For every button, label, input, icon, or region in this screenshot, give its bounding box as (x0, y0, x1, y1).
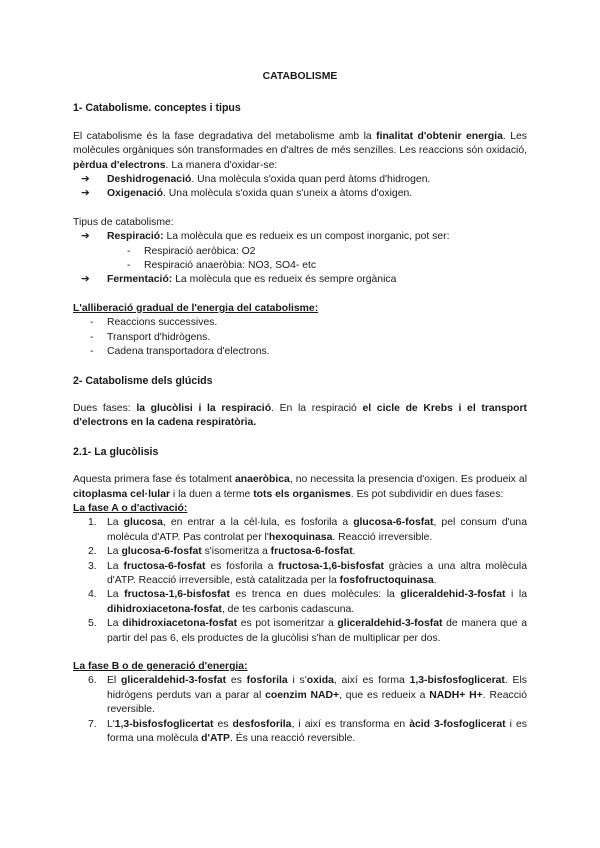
catabolism-types-list (73, 230, 527, 244)
list-item: - Cadena transportadora d'electrons. (90, 346, 270, 358)
gradual-heading: L'alliberació gradual de l'energia del catabolisme: (73, 302, 319, 314)
phase-a-heading: La fase A o d'activació: (73, 502, 188, 514)
list-item: 3. La fructosa-6-fosfat es fosforila a fructosa-1,6-bisfosfat gràcies a una altra molècula d'ATP. Reacció irreversible, està catalitzada per la fosfofructoquinasa. (88, 560, 527, 586)
list-item: ➔ Deshidrogenació. Una molècula s'oxida quan perd àtoms d'hidrogen. (73, 173, 527, 187)
types-label: Tipus de catabolisme: (73, 216, 174, 228)
section-2-heading: 2- Catabolisme dels glúcids (73, 374, 213, 387)
list-item: ➔ Fermentació: La molècula que es redueix és sempre orgànica (73, 273, 527, 287)
phase-b-heading: La fase B o de generació d'energia: (73, 661, 248, 672)
list-item: - Reaccions successives. (90, 317, 218, 329)
list-item: ➔ Respiració: La molècula que es redueix es un compost inorganic, pot ser: (73, 230, 527, 244)
phase-a-steps (73, 516, 527, 646)
list-item: 2. La glucosa-6-fosfat s'isomeritza a fructosa-6-fosfat. (88, 546, 356, 558)
list-item: 6. El gliceraldehid-3-fosfat es fosforila i s'oxida, així es forma 1,3-bisfosfoglicerat. Els hidrògens perduts van a parar al coenzim NAD+, que es redueix a NADH+ H+. Reacció reversible. (88, 675, 527, 716)
arrow-icon: ➔ (81, 174, 90, 186)
section-2-1-heading: 2.1- La glucòlisis (73, 445, 159, 458)
arrow-icon: ➔ (81, 274, 90, 286)
respiration-sublist (73, 245, 527, 274)
list-item: 1. La glucosa, en entrar a la cèl·lula, es fosforila a glucosa-6-fosfat, pel consum d'una molècula d'ATP. Pas controlat per l'hexoquinasa. Reacció irreversible. (88, 517, 527, 543)
list-item: - Respiració aeròbica: O2 (127, 245, 256, 257)
oxidation-list (73, 173, 527, 202)
document-title: CATABOLISME (262, 71, 338, 82)
list-item: - Respiració anaeròbia: NO3, SO4- etc (127, 260, 317, 272)
list-item: ➔ Oxigenació. Una molècula s'oxida quan s'uneix a àtoms d'oxigen. (73, 187, 527, 201)
document-page (73, 70, 527, 746)
list-item: 5. La dihidroxiacetona-fosfat es pot isomeritzar a gliceraldehid-3-fosfat de manera que a partir del pas 6, els productes de la glucòlisi s'han de multiplicar per dos. (88, 618, 527, 644)
section-2-paragraph: Dues fases: la glucòlisi i la respiració. En la respiració el cicle de Krebs i el transport d'electrons en la cadena respiratòria. (73, 402, 527, 429)
phase-b-steps (73, 674, 527, 746)
section-2-1-paragraph: Aquesta primera fase és totalment anaeròbica, no necessita la presencia d'oxigen. Es produeix al citoplasma cel·lular i la duen a terme tots els organismes. Es pot subdividir en dues fases: (73, 474, 527, 500)
list-item: - Transport d'hidrògens. (90, 331, 211, 343)
list-item: 4. La fructosa-1,6-bisfosfat es trenca en dues molècules: la gliceraldehid-3-fosfat i la dihidroxiacetona-fosfat, de tes carbonis cadascuna. (88, 589, 528, 615)
arrow-icon: ➔ (81, 188, 90, 200)
section-1-intro: El catabolisme és la fase degradativa del metabolisme amb la finalitat d'obtenir energia. Les molècules orgàniques són transformades en d'altres de més senzilles. Les reaccions són oxidació, pèrdua d'electrons. La manera d'oxidar-se: (73, 130, 527, 171)
arrow-icon: ➔ (81, 231, 90, 243)
section-1-heading: 1- Catabolisme. conceptes i tipus (73, 102, 241, 115)
gradual-list (73, 316, 527, 359)
list-item: 7. L'1,3-bisfosfoglicertat es desfosforila, i així es transforma en àcid 3-fosfoglicerat i es forma una molècula d'ATP. És una reacció reversible. (88, 718, 527, 745)
